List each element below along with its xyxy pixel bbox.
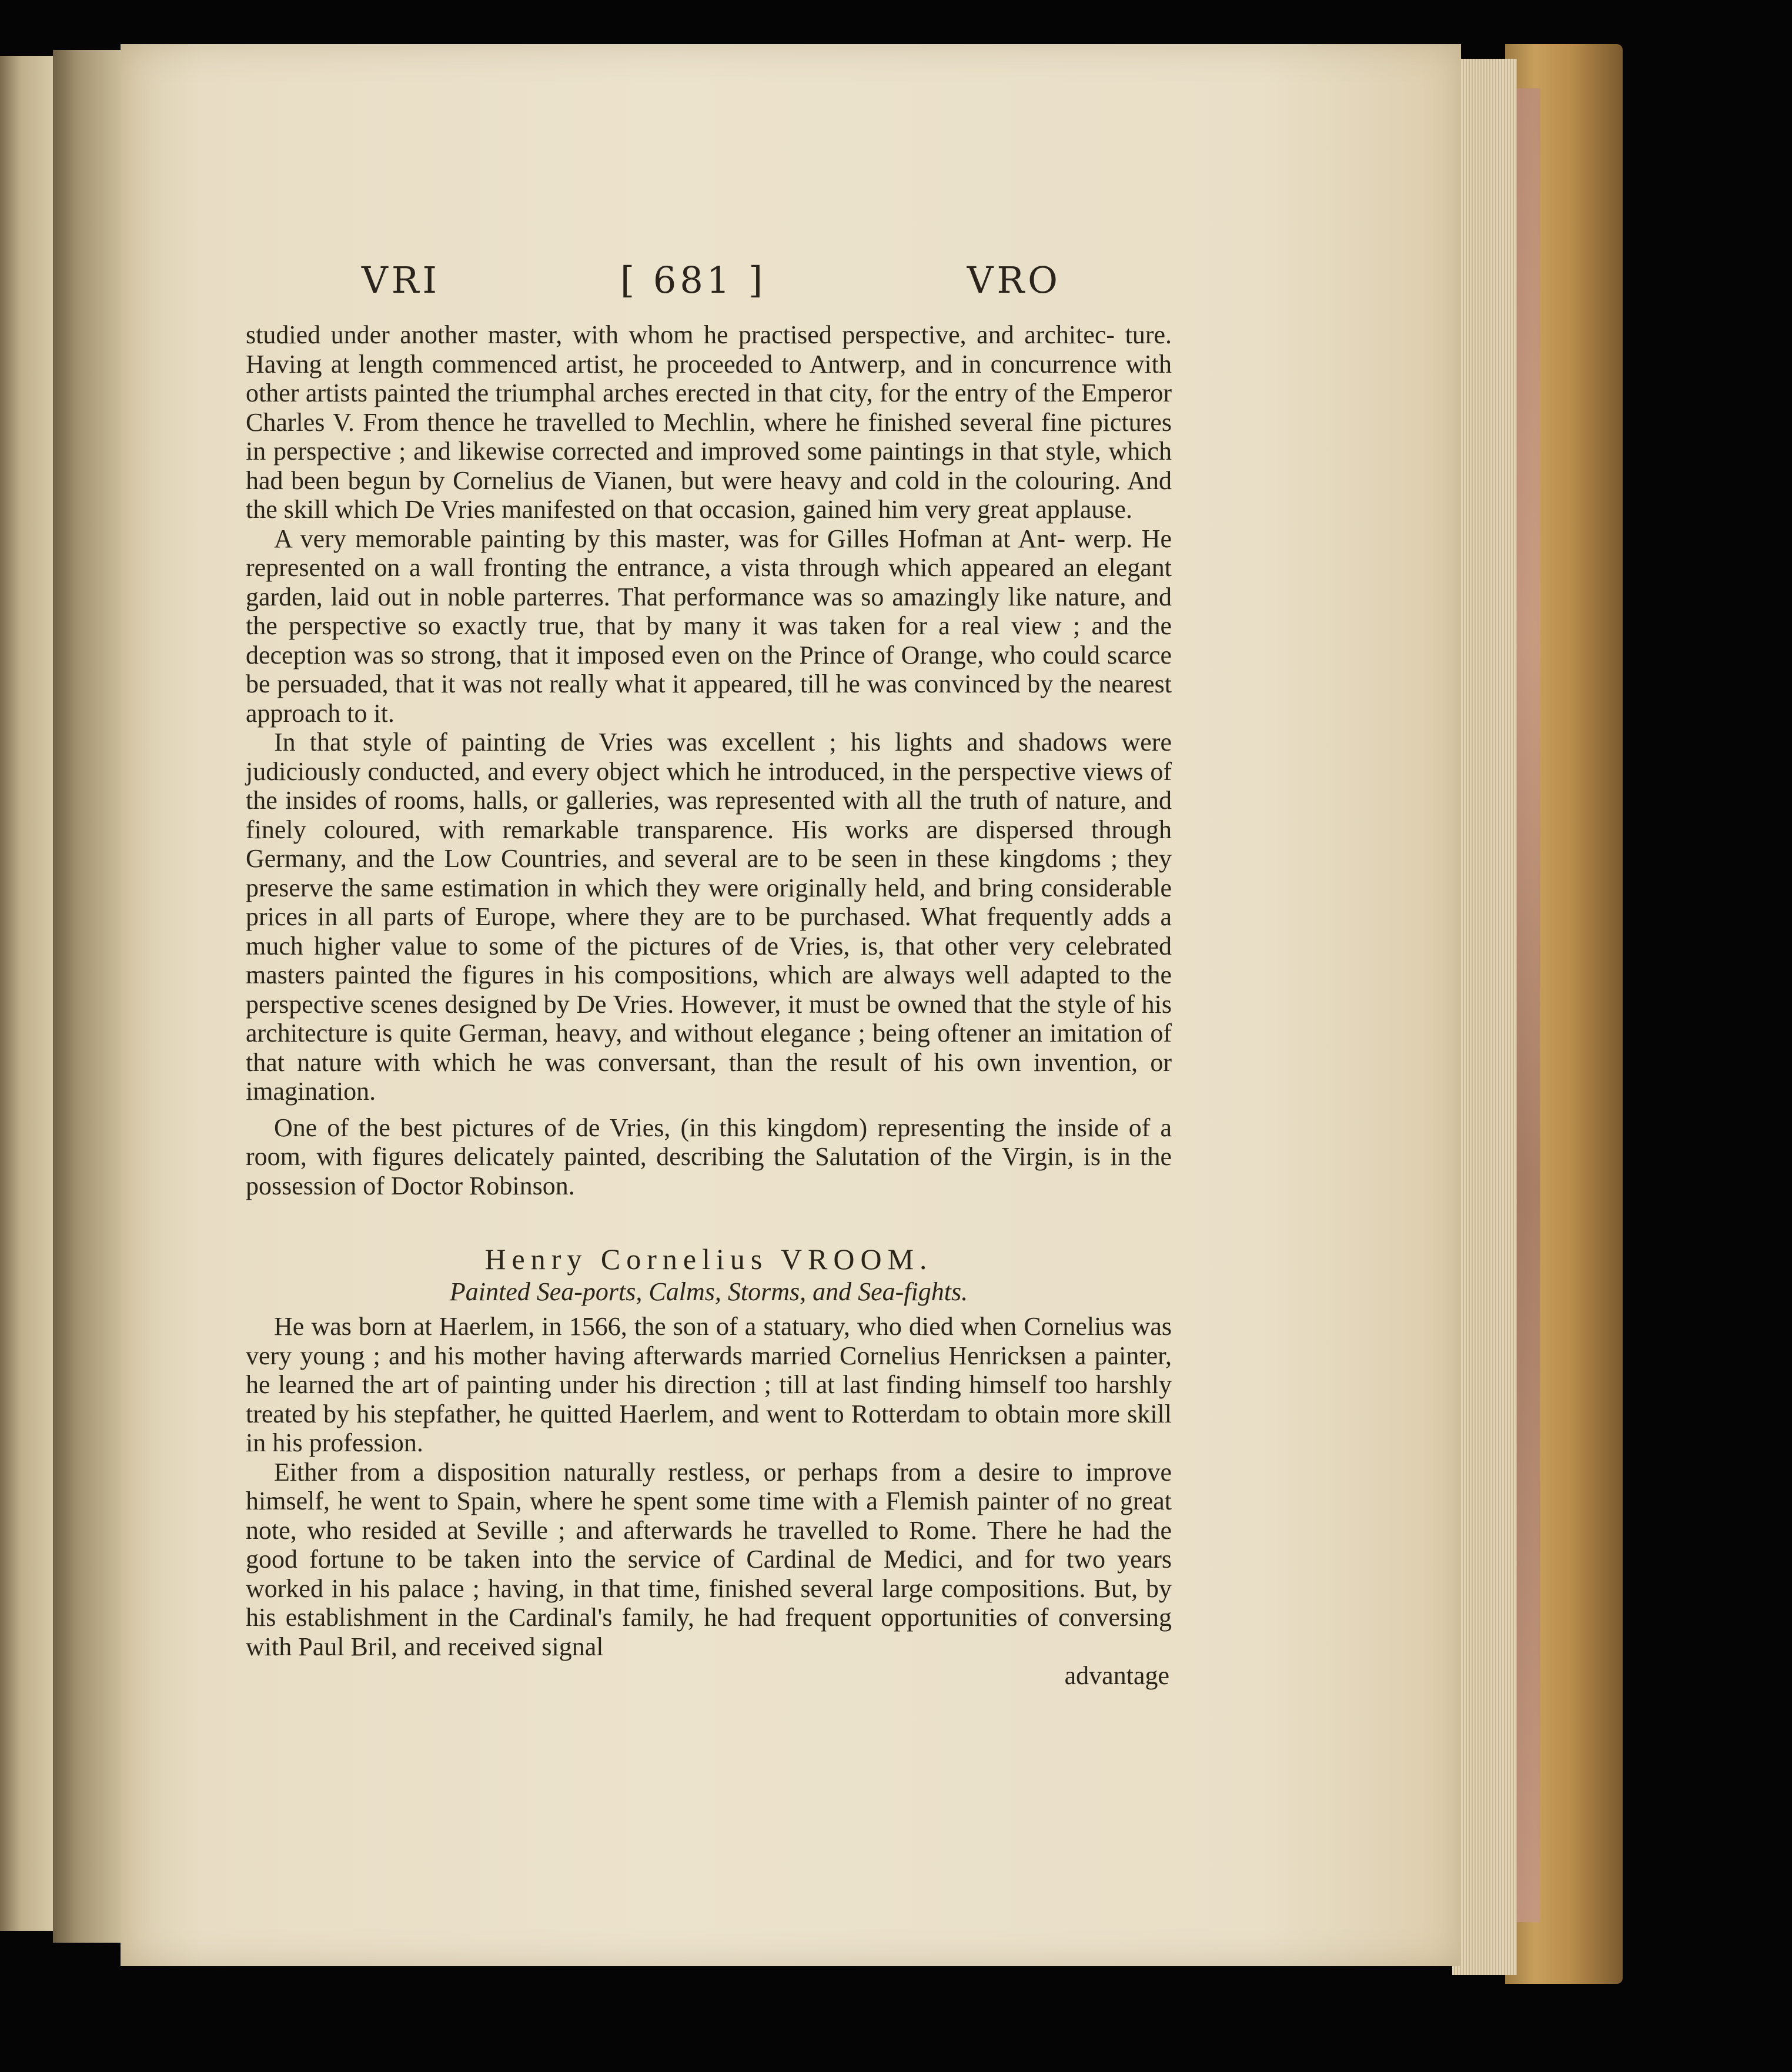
cover-marbled-edge xyxy=(1517,88,1540,1922)
text-line: are to be purchased. What frequently adds a much higher value to some of the xyxy=(246,902,1172,960)
text-line: last finding himself too harshly treated by his stepfather, he quitted Haerlem, xyxy=(246,1370,1172,1428)
text-line: concurrence with other artists painted the triumphal arches erected in that city, xyxy=(246,349,1172,407)
text-line: One of the best pictures of de Vries, (in this kingdom) representing the inside xyxy=(274,1113,1119,1142)
section-heading: Henry Cornelius VROOM. xyxy=(484,1243,933,1276)
catchword: advantage xyxy=(1064,1661,1169,1690)
text-line: his compositions, which are always well adapted to the perspective scenes designed xyxy=(246,960,1172,1019)
text-line: are dispersed through Germany, and the Low Countries, and several are to be xyxy=(246,815,1172,873)
running-head xyxy=(362,259,1061,306)
text-line: and improved some paintings in that style, which had been begun by Cornelius xyxy=(246,437,1172,495)
text-line: truth of nature, and finely coloured, with remarkable transparence. His works xyxy=(246,786,1172,844)
text-line: for the entry of the Emperor Charles V. From thence he travelled to Mechlin, xyxy=(246,379,1172,437)
text-line: ture. Having at length commenced artist, he proceeded to Antwerp, and in xyxy=(246,320,1172,379)
text-line: Either from a disposition naturally restless, or perhaps from a desire to improve xyxy=(274,1457,1172,1487)
text-line: it was taken for a real view ; and the deception was so strong, that it imposed xyxy=(246,611,1172,670)
text-line: of a room, with figures delicately painted, describing the Salutation of the xyxy=(246,1113,1172,1171)
facing-page-edge xyxy=(0,56,53,1931)
text-line: Virgin, is in the possession of Doctor Robinson. xyxy=(246,1142,1172,1200)
text-line: de Vianen, but were heavy and cold in the colouring. And the skill which De xyxy=(246,466,1172,524)
text-line: Henricksen a painter, he learned the art of painting under his direction ; till at xyxy=(246,1341,1172,1399)
text-line: even on the Prince of Orange, who could scarce be persuaded, that it was not xyxy=(246,640,1172,698)
paragraph xyxy=(246,320,1172,524)
text-line: and went to Rotterdam to obtain more skill in his profession. xyxy=(246,1399,1172,1457)
page-number: [ 681 ] xyxy=(620,259,767,302)
text-line: nature with which he was conversant, than the result of his own invention, or xyxy=(297,1047,1172,1077)
text-line: he had frequent opportunities of conversing with Paul Bril, and received signal xyxy=(246,1603,1172,1661)
text-line: A very memorable painting by this master, was for Gilles Hofman at Ant- xyxy=(274,524,1066,553)
text-line: originally held, and bring considerable prices in all parts of Europe, where they xyxy=(246,873,1172,931)
text-line: judiciously conducted, and every object which he introduced, in the perspective xyxy=(246,757,1076,786)
paragraph xyxy=(246,524,1172,728)
text-line: appeared an elegant garden, laid out in noble parterres. That performance xyxy=(246,553,1172,611)
text-line: Vries manifested on that occasion, gained him very great applause. xyxy=(440,495,1133,524)
running-head-right: VRO xyxy=(967,259,1061,302)
binding-gutter xyxy=(53,50,123,1943)
page-block-edge xyxy=(1452,59,1517,1975)
text-line: no great note, who resided at Seville ; and afterwards he travelled to Rome. xyxy=(246,1487,1172,1545)
text-line: seen in these kingdoms ; they preserve the same estimation in which they were xyxy=(246,844,1172,902)
paragraph xyxy=(246,1113,1172,1201)
text-line: where he finished several fine pictures in perspective ; and likewise corrected xyxy=(246,407,1172,466)
text-line: studied under another master, with whom he practised perspective, and architec- xyxy=(246,320,1115,349)
text-line: himself, he went to Spain, where he spent some time with a Flemish painter of xyxy=(246,1487,1079,1515)
text-line: werp. He represented on a wall fronting the entrance, a vista through which xyxy=(246,524,1172,582)
text-line: Medici, and for two years worked in his palace ; having, in that time, finished xyxy=(246,1545,1172,1603)
body-text xyxy=(246,320,1172,1691)
text-line: pictures of de Vries, is, that other very celebrated masters painted the figures in xyxy=(246,931,1172,989)
text-line: imagination. xyxy=(246,1077,376,1106)
text-line: really what it appeared, till he was convinced by the nearest approach to it. xyxy=(246,670,1172,728)
paragraph xyxy=(246,1458,1172,1662)
text-line: There he had the good fortune to be taken into the service of Cardinal de xyxy=(246,1515,1172,1574)
paragraph xyxy=(246,728,1172,1106)
section-subheading: Painted Sea-ports, Calms, Storms, and Sea-fights. xyxy=(449,1277,968,1306)
text-line: was so amazingly like nature, and the perspective so exactly true, that by many xyxy=(246,582,1172,640)
running-head-left: VRI xyxy=(362,259,440,302)
text-line: several large compositions. But, by his establishment in the Cardinal's family, xyxy=(246,1574,1172,1632)
text-line: quite German, heavy, and without elegance ; being oftener an imitation of that xyxy=(246,1019,1172,1077)
text-line: He was born at Haerlem, in 1566, the son of a statuary, who died when xyxy=(274,1312,1017,1341)
text-line: views of the insides of rooms, halls, or galleries, was represented with all the xyxy=(246,757,1172,815)
text-line: In that style of painting de Vries was excellent ; his lights and shadows were xyxy=(274,728,1172,757)
text-line: by De Vries. However, it must be owned that the style of his architecture is xyxy=(246,989,1172,1047)
text-line: Cornelius was very young ; and his mother having afterwards married Cornelius xyxy=(246,1312,1172,1370)
paragraph xyxy=(246,1312,1172,1458)
